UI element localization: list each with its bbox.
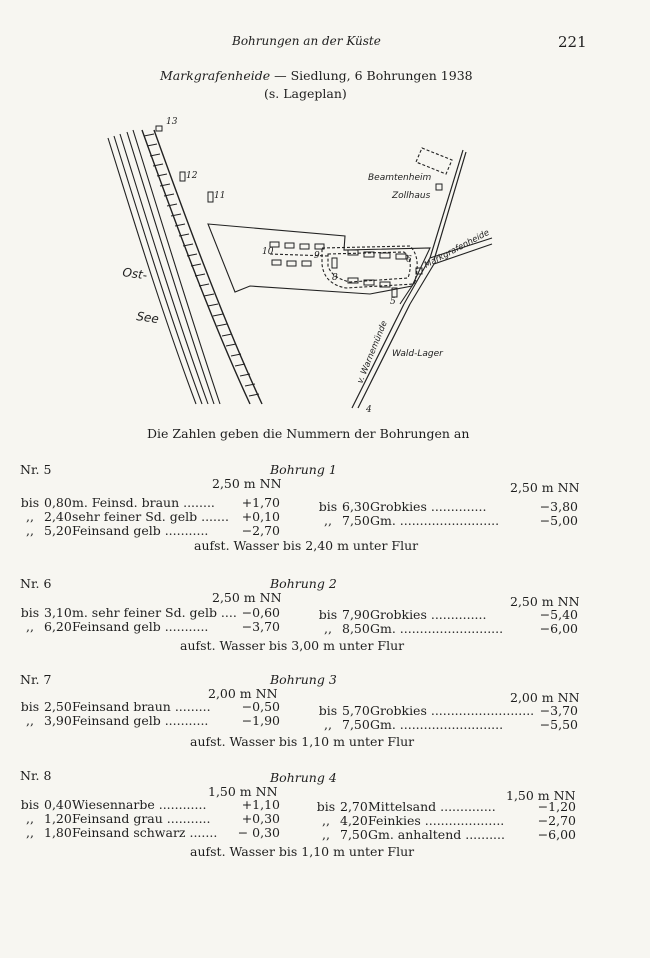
map-number-13: 13 [166,117,178,127]
layer-value: − 0,30 [237,825,280,840]
layer-row [318,704,578,718]
layer-value: −2,70 [537,813,576,828]
layer-description: Feinsand gelb ........... [72,523,209,538]
location-subtitle: (s. Lageplan) [264,86,347,101]
layer-depth: 1,80 [44,825,72,840]
layer-value: −3,70 [539,703,578,718]
layer-prefix: ,, [26,619,34,634]
layer-depth: 7,50 [340,827,368,842]
layer-description: Feinkies .................... [368,813,505,828]
boring-number: Nr. 8 [20,768,52,783]
layer-value: −3,70 [241,619,280,634]
layer-value: −6,00 [537,827,576,842]
boring-block-2 [0,576,650,672]
boring-block-4 [0,768,650,864]
left-elevation: 2,50 m NN [212,476,282,491]
map-label-beamtenheim: Beamtenheim [368,173,432,183]
layer-depth: 6,20 [44,619,72,634]
layer-prefix: ,, [322,827,330,842]
boring-block-1 [0,462,650,558]
map-number-8: 8 [332,273,338,283]
map-number-11: 11 [214,191,226,201]
layer-depth: 0,40 [44,797,72,812]
layer-prefix: ,, [324,621,332,636]
boring-number: Nr. 5 [20,462,52,477]
water-level-note: aufst. Wasser bis 2,40 m unter Flur [194,538,419,553]
layer-row [318,622,578,636]
layer-description: sehr feiner Sd. gelb ....... [72,509,229,524]
water-level-note: aufst. Wasser bis 3,00 m unter Flur [180,638,405,653]
layer-depth: 3,10 [44,605,72,620]
water-level-note: aufst. Wasser bis 1,10 m unter Flur [190,734,415,749]
layer-description: Mittelsand .............. [368,799,496,814]
layer-value: −0,60 [241,605,280,620]
layer-row [316,800,576,814]
layer-description: Grobkies .............. [370,607,487,622]
layer-description: m. sehr feiner Sd. gelb .... [72,605,237,620]
layer-prefix: ,, [26,825,34,840]
layer-description: Wiesennarbe ............ [72,797,207,812]
map-number-5: 5 [390,297,396,307]
layer-prefix: bis [316,799,336,814]
title-rest: — Siedlung, 6 Bohrungen 1938 [270,68,473,83]
layer-row [318,718,578,732]
layer-depth: 0,80 [44,495,72,510]
layer-description: Feinsand schwarz ....... [72,825,218,840]
layer-depth: 4,20 [340,813,368,828]
layer-description: Gm. .......................... [370,621,504,636]
boring-title: Bohrung 2 [270,576,337,591]
layer-value: +0,10 [241,509,280,524]
map-label-zollhaus: Zollhaus [392,191,431,201]
layer-row [20,524,280,538]
layer-prefix: ,, [26,713,34,728]
map-caption: Die Zahlen geben die Nummern der Bohrungen an [147,426,470,441]
running-head: Bohrungen an der Küste [232,34,381,48]
boring-number: Nr. 7 [20,672,52,687]
layer-row [20,700,280,714]
layer-depth: 7,50 [342,717,370,732]
left-elevation: 2,50 m NN [212,590,282,605]
layer-row [20,606,280,620]
layer-depth: 7,50 [342,513,370,528]
layer-row [316,828,576,842]
boring-number: Nr. 6 [20,576,52,591]
layer-prefix: bis [20,699,40,714]
layer-prefix: ,, [26,509,34,524]
map-label-warnemuende: v. Warnemünde [355,319,390,386]
map-label-wald-lager: Wald-Lager [392,349,443,359]
layer-prefix: ,, [26,523,34,538]
layer-depth: 2,40 [44,509,72,524]
layer-value: +1,70 [241,495,280,510]
map-label-see: See [135,309,160,327]
layer-prefix: bis [20,495,40,510]
layer-depth: 8,50 [342,621,370,636]
layer-prefix: ,, [26,811,34,826]
layer-description: Gm. anhaltend .......... [368,827,505,842]
layer-row [318,514,578,528]
layer-row [20,826,280,840]
layer-row [318,608,578,622]
boring-title: Bohrung 1 [270,462,337,477]
layer-value: −5,50 [539,717,578,732]
map-number-4: 4 [366,405,372,415]
layer-row [20,510,280,524]
page-number: 221 [558,33,587,51]
layer-value: −0,50 [241,699,280,714]
map-number-6: 6 [406,255,412,265]
layer-value: −1,90 [241,713,280,728]
layer-depth: 3,90 [44,713,72,728]
site-map [100,108,520,420]
map-number-9: 9 [314,251,320,261]
map-number-10: 10 [262,247,274,257]
layer-description: Feinsand gelb ........... [72,713,209,728]
layer-description: Feinsand grau ........... [72,811,211,826]
layer-depth: 6,30 [342,499,370,514]
layer-row [318,500,578,514]
right-elevation: 2,00 m NN [510,690,580,705]
boring-block-3 [0,672,650,768]
layer-prefix: ,, [324,717,332,732]
layer-value: −1,20 [537,799,576,814]
right-elevation: 2,50 m NN [510,594,580,609]
layer-prefix: ,, [324,513,332,528]
layer-prefix: ,, [322,813,330,828]
boring-title: Bohrung 4 [270,770,337,785]
layer-value: −3,80 [539,499,578,514]
map-number-12: 12 [186,171,198,181]
layer-prefix: bis [318,607,338,622]
water-level-note: aufst. Wasser bis 1,10 m unter Flur [190,844,415,859]
layer-depth: 1,20 [44,811,72,826]
layer-row [20,714,280,728]
map-label-ost: Ost- [121,265,149,283]
layer-row [20,812,280,826]
layer-description: Feinsand gelb ........... [72,619,209,634]
layer-depth: 5,70 [342,703,370,718]
layer-value: +0,30 [241,811,280,826]
layer-row [316,814,576,828]
layer-description: Grobkies .............. [370,499,487,514]
layer-depth: 7,90 [342,607,370,622]
layer-value: −6,00 [539,621,578,636]
left-elevation: 1,50 m NN [208,784,278,799]
layer-value: −5,40 [539,607,578,622]
layer-depth: 5,20 [44,523,72,538]
layer-prefix: bis [318,703,338,718]
right-elevation: 2,50 m NN [510,480,580,495]
layer-row [20,798,280,812]
layer-value: −5,00 [539,513,578,528]
place-name: Markgrafenheide [160,68,271,83]
boring-title: Bohrung 3 [270,672,337,687]
layer-description: Grobkies .......................... [370,703,535,718]
map-label-markgrafenheide: Markgrafenheide [422,227,492,271]
layer-description: Gm. .......................... [370,717,504,732]
layer-depth: 2,70 [340,799,368,814]
layer-value: −2,70 [241,523,280,538]
layer-description: Gm. ......................... [370,513,500,528]
layer-prefix: bis [20,797,40,812]
layer-description: Feinsand braun ......... [72,699,211,714]
layer-prefix: bis [20,605,40,620]
layer-value: +1,10 [241,797,280,812]
layer-row [20,620,280,634]
layer-description: m. Feinsd. braun ........ [72,495,215,510]
right-elevation: 1,50 m NN [506,788,576,803]
layer-row [20,496,280,510]
location-title [160,68,473,83]
layer-depth: 2,50 [44,699,72,714]
left-elevation: 2,00 m NN [208,686,278,701]
layer-prefix: bis [318,499,338,514]
